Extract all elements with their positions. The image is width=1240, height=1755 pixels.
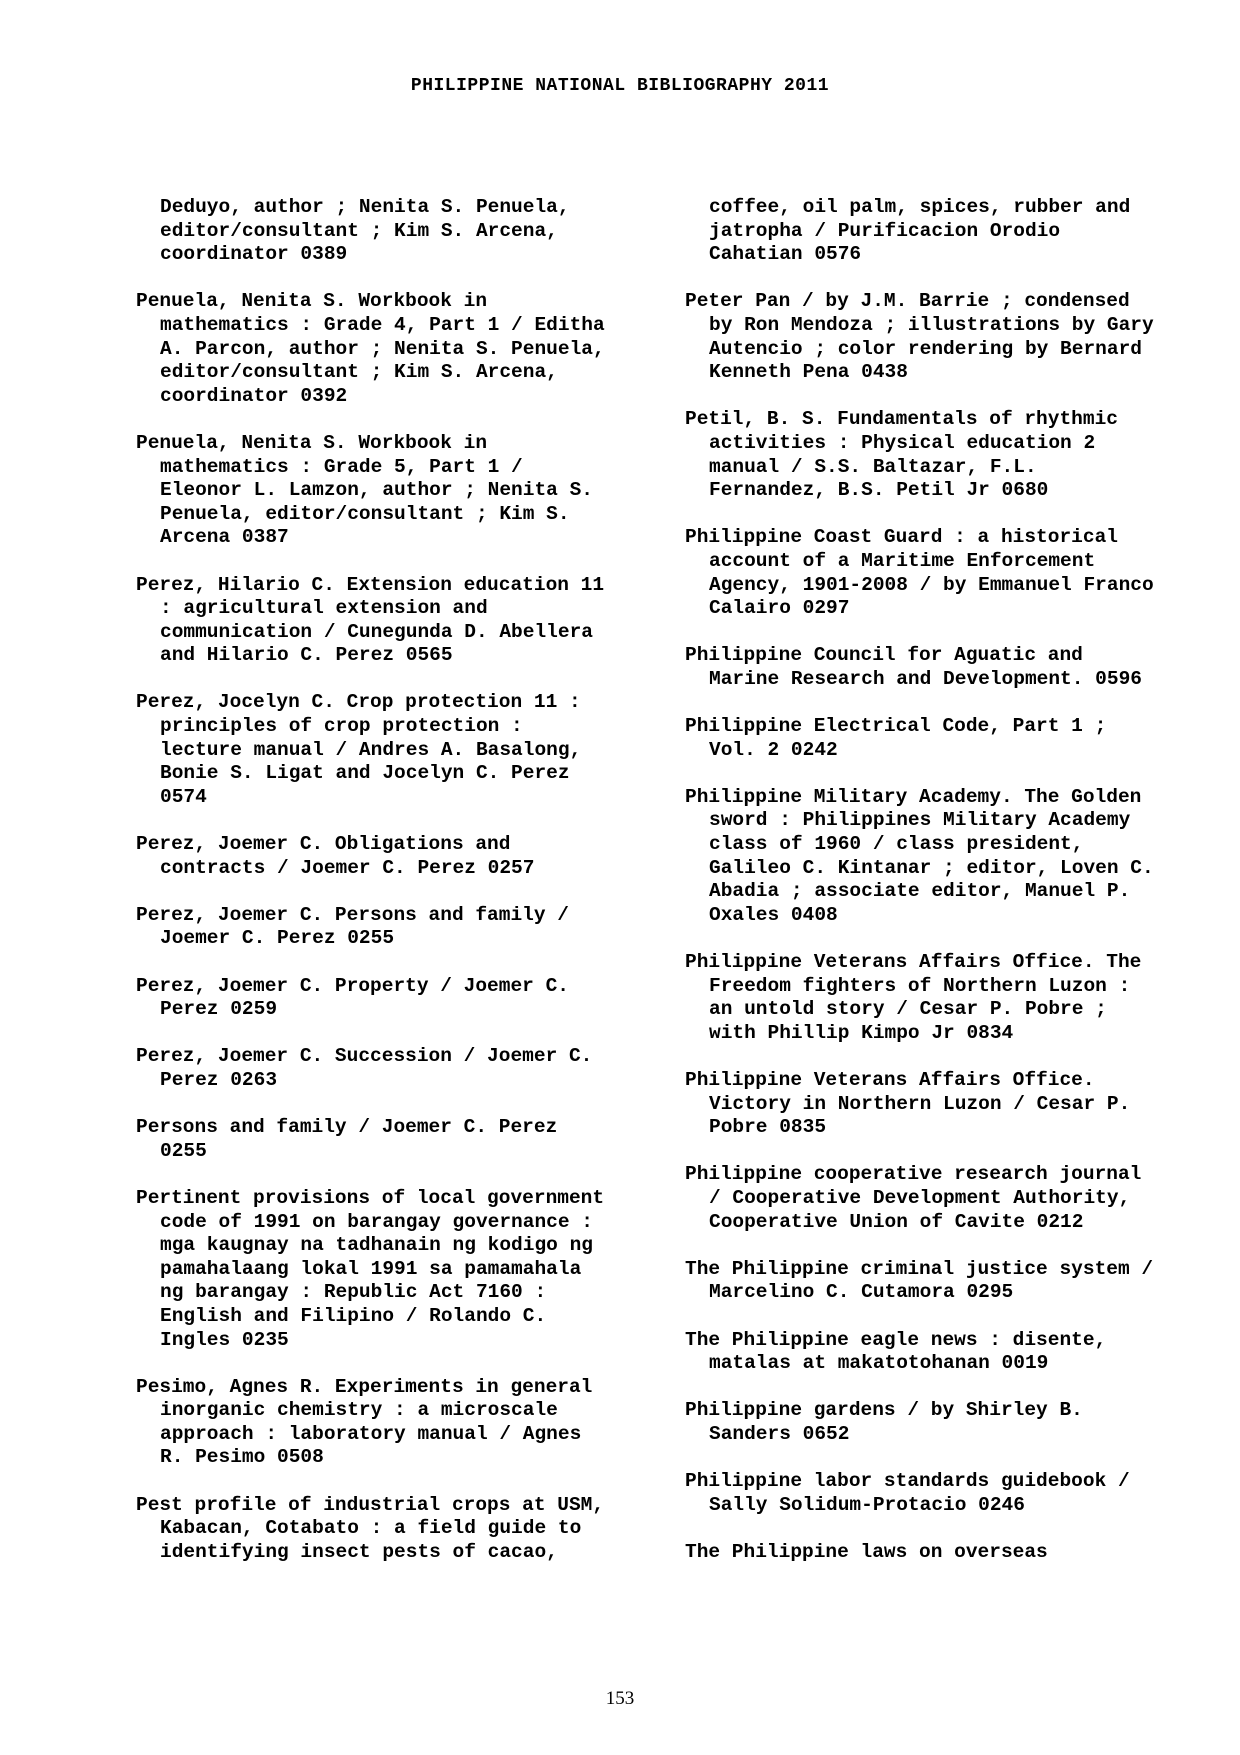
bibliography-entry: Perez, Joemer C. Property / Joemer C. Perez 0259 [136, 974, 569, 1021]
bibliography-entry: Perez, Joemer C. Persons and family / Joemer C. Perez 0255 [136, 903, 569, 950]
bibliography-entry: Philippine labor standards guidebook / Sally Solidum-Protacio 0246 [685, 1470, 1130, 1516]
bibliography-entry: Peter Pan / by J.M. Barrie ; condensed by Ron Mendoza ; illustrations by Gary Autencio ; color rendering by Bernard Kenneth Pena 0438 [685, 290, 1154, 384]
bibliography-entry: Philippine Veterans Affairs Office. Victory in Northern Luzon / Cesar P. Pobre 0835 [685, 1068, 1131, 1139]
left-column [136, 196, 646, 1588]
bibliography-entry: Persons and family / Joemer C. Perez 0255 [136, 1116, 558, 1162]
bibliography-entry: Philippine gardens / by Shirley B. Sanders 0652 [685, 1399, 1083, 1445]
bibliography-entry: Penuela, Nenita S. Workbook in mathematics : Grade 5, Part 1 / Eleonor L. Lamzon, author ; Nenita S. Penuela, editor/consultant ; Kim S. Arcena 0387 [136, 431, 593, 549]
bibliography-entry: Philippine Coast Guard : a historical account of a Maritime Enforcement Agency, 1901-2008 / by Emmanuel Franco Calairo 0297 [685, 526, 1154, 620]
bibliography-entry: coffee, oil palm, spices, rubber and jatropha / Purificacion Orodio Cahatian 0576 [709, 196, 1131, 266]
bibliography-entry: Perez, Hilario C. Extension education 11 : agricultural extension and communication / Cunegunda D. Abellera and Hilario C. Perez 0565 [136, 573, 605, 667]
bibliography-entry: Philippine cooperative research journal / Cooperative Development Authority, Cooperative Union of Cavite 0212 [685, 1163, 1142, 1233]
right-column [685, 196, 1195, 1588]
bibliography-entry: The Philippine criminal justice system / Marcelino C. Cutamora 0295 [685, 1257, 1154, 1304]
bibliography-entry: Pesimo, Agnes R. Experiments in general inorganic chemistry : a microscale approach : laboratory manual / Agnes R. Pesimo 0508 [136, 1375, 593, 1469]
bibliography-entry: Philippine Veterans Affairs Office. The Freedom fighters of Northern Luzon : an untold story / Cesar P. Pobre ; with Phillip Kimpo Jr 0834 [685, 951, 1142, 1044]
bibliography-entry: Penuela, Nenita S. Workbook in mathematics : Grade 4, Part 1 / Editha A. Parcon, author ; Nenita S. Penuela, editor/consultant ; Kim S. Arcena, coordinator 0392 [136, 290, 605, 407]
bibliography-entry: The Philippine laws on overseas [685, 1540, 1048, 1563]
page-header: PHILIPPINE NATIONAL BIBLIOGRAPHY 2011 [410, 76, 830, 96]
bibliography-entry: Deduyo, author ; Nenita S. Penuela, editor/consultant ; Kim S. Arcena, coordinator 0389 [160, 196, 570, 266]
bibliography-entry: The Philippine eagle news : disente, matalas at makatotohanan 0019 [685, 1328, 1107, 1375]
bibliography-entry: Pest profile of industrial crops at USM, Kabacan, Cotabato : a field guide to identifying insect pests of cacao, [136, 1493, 605, 1563]
page-number: 153 [605, 1688, 635, 1709]
bibliography-entry: Philippine Military Academy. The Golden sword : Philippines Military Academy class of 1960 / class president, Galileo C. Kintanar ; editor, Loven C. Abadia ; associate editor, Manuel P. Oxales 0408 [685, 785, 1154, 926]
bibliography-entry: Pertinent provisions of local government code of 1991 on barangay governance : mga kaugnay na tadhanain ng kodigo ng pamahalaang lokal 1991 sa pamamahala ng barangay : Republic Act 7160 : English and Filipino / Rolando C. Ingles 0235 [136, 1186, 605, 1351]
bibliography-entry: Perez, Joemer C. Succession / Joemer C. Perez 0263 [136, 1045, 593, 1091]
bibliography-entry: Philippine Electrical Code, Part 1 ; Vol. 2 0242 [685, 715, 1107, 761]
bibliography-entry: Philippine Council for Aguatic and Marine Research and Development. 0596 [685, 644, 1142, 690]
bibliography-entry: Perez, Joemer C. Obligations and contracts / Joemer C. Perez 0257 [136, 833, 535, 879]
bibliography-entry: Perez, Jocelyn C. Crop protection 11 : principles of crop protection : lecture manual / Andres A. Basalong, Bonie S. Ligat and Jocelyn C. Perez 0574 [136, 691, 582, 808]
bibliography-entry: Petil, B. S. Fundamentals of rhythmic activities : Physical education 2 manual / S.S. Baltazar, F.L. Fernandez, B.S. Petil Jr 0680 [685, 408, 1118, 502]
